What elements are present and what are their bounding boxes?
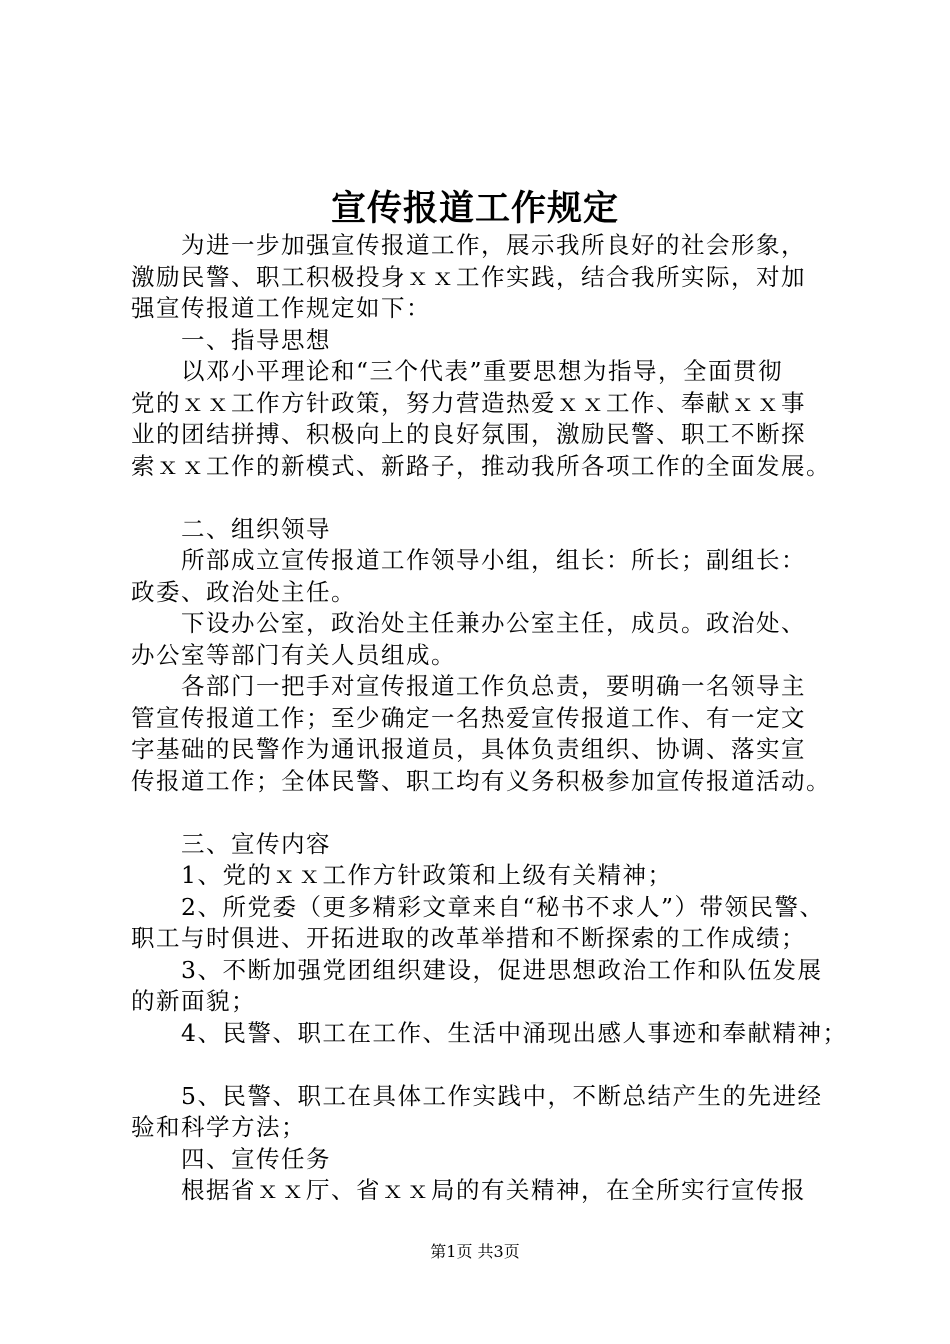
text-line: 3、不断加强党团组织建设，促进思想政治工作和队伍发展: [181, 955, 823, 984]
text-line: 根据省ｘｘ厅、省ｘｘ局的有关精神，在全所实行宣传报: [181, 1176, 806, 1204]
blank-line: [131, 482, 831, 514]
text-line: 传报道工作；全体民警、职工均有义务积极参加宣传报道活动。: [131, 766, 831, 795]
text-line: 验和科学方法；: [131, 1113, 306, 1141]
text-line: 为进一步加强宣传报道工作，展示我所良好的社会形象，: [181, 231, 806, 259]
blank-line: [131, 1049, 831, 1081]
text-line: 办公室等部门有关人员组成。: [131, 640, 456, 669]
text-line: 政委、政治处主任。: [131, 577, 356, 606]
page-footer: 第1页 共3页: [430, 1242, 520, 1261]
text-line: 职工与时俱进、开拓进取的改革举措和不断探索的工作成绩；: [131, 924, 806, 952]
text-line: 4、民警、职工在工作、生活中涌现出感人事迹和奉献精神；: [181, 1018, 848, 1047]
text-line: 索ｘｘ工作的新模式、新路子，推动我所各项工作的全面发展。: [131, 451, 831, 480]
text-line: 党的ｘｘ工作方针政策，努力营造热爱ｘｘ工作、奉献ｘｘ事: [131, 388, 806, 417]
document-title: 宣传报道工作规定: [330, 188, 619, 229]
text-line: 四、宣传任务: [181, 1144, 331, 1173]
text-line: 字基础的民警作为通讯报道员，具体负责组织、协调、落实宣: [131, 735, 806, 763]
text-line: 的新面貌；: [131, 987, 256, 1015]
text-line: 2、所党委（更多精彩文章来自“秘书不求人”）带领民警、: [181, 892, 825, 921]
text-line: 二、组织领导: [181, 514, 331, 543]
text-line: 激励民警、职工积极投身ｘｘ工作实践，结合我所实际，对加: [131, 262, 806, 291]
document-body: [131, 230, 848, 1207]
text-line: 各部门一把手对宣传报道工作负总责，要明确一名领导主: [181, 672, 806, 700]
text-line: 一、指导思想: [181, 325, 331, 354]
text-line: 强宣传报道工作规定如下：: [131, 294, 431, 322]
text-line: 业的团结拼搏、积极向上的良好氛围，激励民警、职工不断探: [131, 420, 806, 448]
text-line: 三、宣传内容: [181, 829, 331, 858]
text-line: 5、民警、职工在具体工作实践中，不断总结产生的先进经: [181, 1081, 823, 1110]
text-line: 下设办公室，政治处主任兼办公室主任，成员。政治处、: [181, 609, 806, 637]
blank-line: [131, 797, 831, 829]
text-line: 1、党的ｘｘ工作方针政策和上级有关精神；: [181, 861, 673, 889]
text-line: 所部成立宣传报道工作领导小组，组长：所长；副组长：: [181, 546, 806, 574]
text-line: 管宣传报道工作；至少确定一名热爱宣传报道工作、有一定文: [131, 703, 806, 732]
text-line: 以邓小平理论和“三个代表”重要思想为指导，全面贯彻: [181, 357, 784, 385]
